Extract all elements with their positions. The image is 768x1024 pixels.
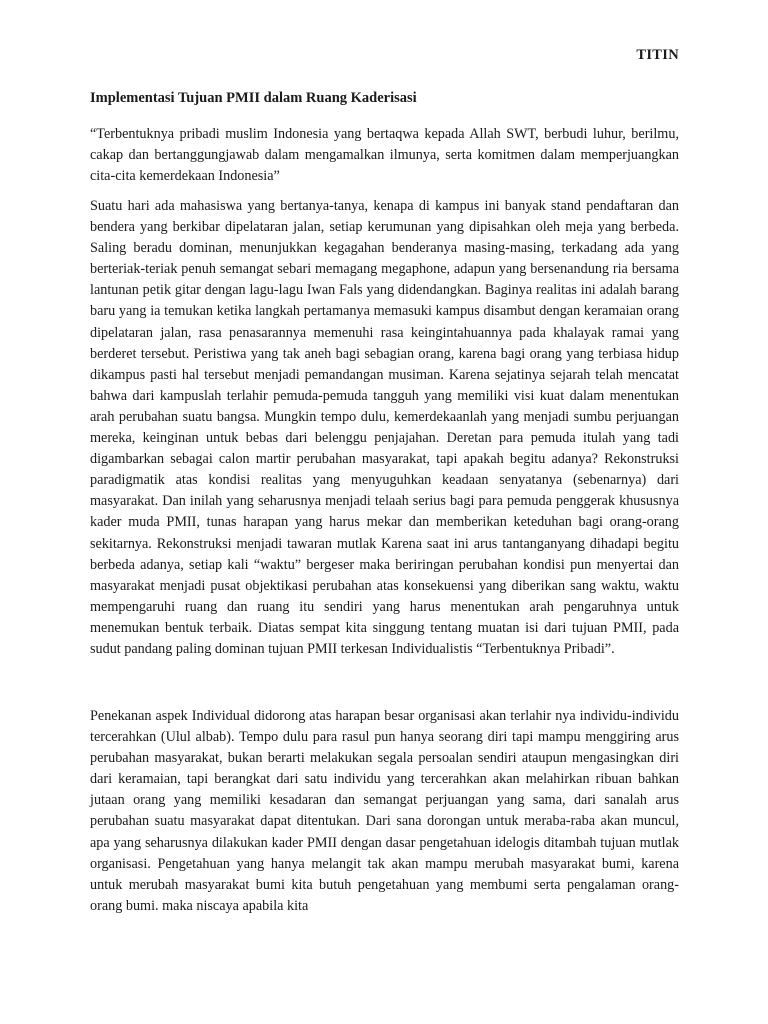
author-name: TITIN [636,47,679,63]
body-paragraph-1: Suatu hari ada mahasiswa yang bertanya-tanya, kenapa di kampus ini banyak stand pendaftaran dan bendera yang berkibar dipelataran jalan, setiap kerumunan yang dipisahkan oleh meja yang berbeda. Saling beradu dominan, menunjukkan kegagahan benderanya masing-masing, terkadang ada yang berteriak-teriak penuh semangat sebari memagang megaphone, adapun yang bersenandung ria bersama lantunan petik gitar dengan lagu-lagu Iwan Fals yang didendangkan. Baginya realitas ini adalah barang baru yang ia temukan ketika langkah pertamanya memasuki kampus disambut dengan keramaian orang dipelataran jalan, rasa penasarannya memenuhi rasa keingintahuannya pada khalayak ramai yang berderet tersebut. Peristiwa yang tak aneh bagi sebagian orang, karena bagi orang yang terbiasa hidup dikampus pasti hal tersebut menjadi pemandangan musiman. Karena sejatinya sejarah telah mencatat bahwa dari kampuslah terlahir pemuda-pemuda tangguh yang memiliki visi kuat dalam menentukan arah perubahan suatu bangsa. Mungkin tempo dulu, kemerdekaanlah yang menjadi sumbu perjuangan mereka, keinginan untuk bebas dari belenggu penjajahan. Deretan para pemuda itulah yang tadi digambarkan sebagai calon martir perubahan masyarakat, tapi apakah begitu adanya? Rekonstruksi paradigmatik atas kondisi realitas yang menyuguhkan keadaan senyatanya (sebenarnya) dari masyarakat. Dan inilah yang seharusnya menjadi telaah serius bagi para pemuda penggerak khususnya kader muda PMII, tunas harapan yang harus mekar dan memberikan keteduhan bagi orang-orang sekitarnya. Rekonstruksi menjadi tawaran mutlak Karena saat ini arus tantanganyang dihadapi begitu berbeda adanya, setiap kali “waktu” bergeser maka beriringan perubahan kondisi pun menyertai dan masyarakat menjadi pusat objektikasi perubahan atas konsekuensi yang diberikan sang waktu, waktu mempengaruhi ruang dan ruang itu sendiri yang harus menentukan arah pengaruhnya untuk menemukan bentuk terbaik. Diatas sempat kita singgung tentang muatan isi dari tujuan PMII, pada sudut pandang paling dominan tujuan PMII terkesan Individualistis “Terbentuknya Pribadi”. [90,198,679,657]
quote-paragraph: “Terbentuknya pribadi muslim Indonesia yang bertaqwa kepada Allah SWT, berbudi luhur, berilmu, cakap dan bertanggungjawab dalam mengamalkan ilmunya, serta komitmen dalam memperjuangkan cita-cita kemerdekaan Indonesia” [90,126,679,185]
document-title: Implementasi Tujuan PMII dalam Ruang Kaderisasi [90,90,417,106]
body-paragraph-2: Penekanan aspek Individual didorong atas harapan besar organisasi akan terlahir nya individu-individu tercerahkan (Ulul albab). Tempo dulu para rasul pun hanya seorang diri tapi mampu menggiring arus perubahan masyarakat, bukan berarti melakukan segala persoalan sendiri ataupun mengasingkan diri dari keramaian, tapi berangkat dari satu individu yang tercerahkan akan melahirkan ribuan bahkan jutaan orang yang memiliki kesadaran dan semangat perjuangan yang sama, dari sanalah arus perubahan suatu masyarakat dapat ditentukan. Dari sana dorongan untuk meraba-raba akan muncul, apa yang seharusnya dilakukan kader PMII dengan dasar pengetahuan idelogis ditambah tujuan mutlak organisasi. Pengetahuan yang hanya melangit tak akan mampu merubah masyarakat bumi, karena untuk merubah masyarakat bumi kita butuh pengetahuan yang membumi serta pengalaman orang-orang bumi. maka niscaya apabila kita [90,708,679,914]
